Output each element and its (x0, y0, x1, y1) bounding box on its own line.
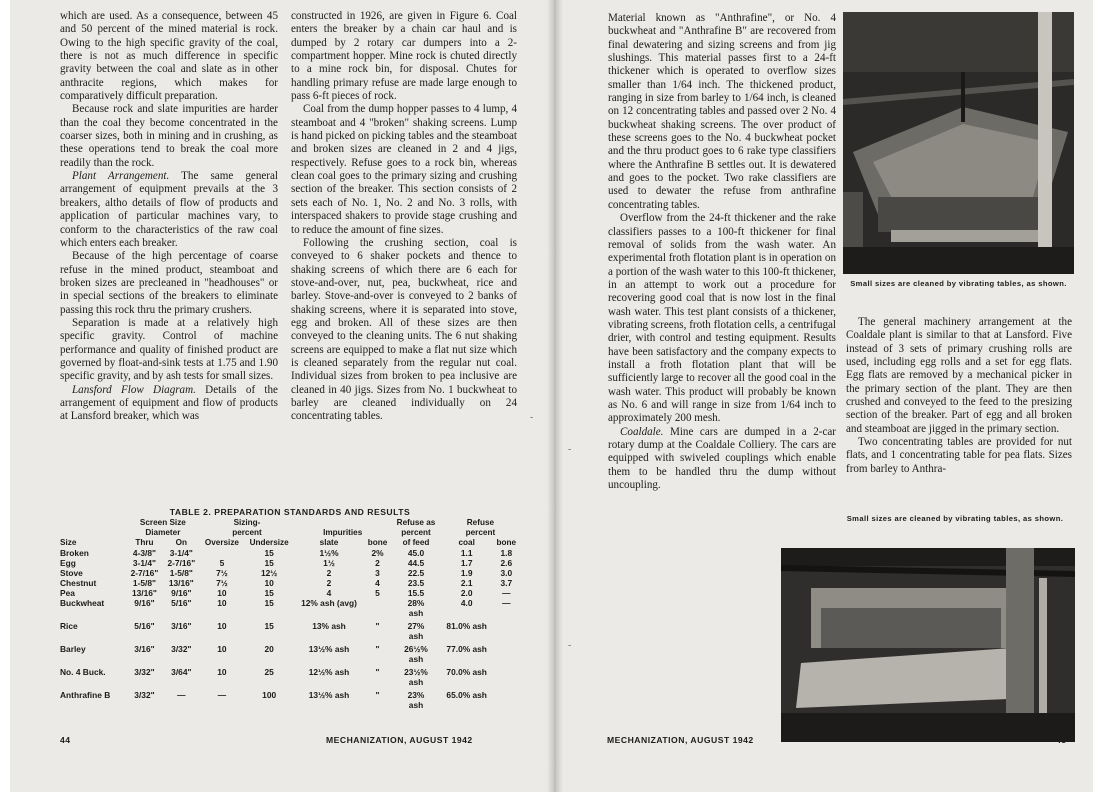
table-cell (126, 578, 163, 588)
table-cell-value: Egg (60, 558, 76, 568)
table-cell (244, 588, 294, 598)
table-cell (244, 578, 294, 588)
table-cell-value: 2-7/16" (167, 558, 196, 568)
table-cell (391, 644, 441, 667)
table-cell (244, 690, 294, 713)
table-cell (58, 578, 126, 588)
table-cell (364, 690, 391, 713)
table-cell (493, 598, 520, 621)
table-cell-subvalue: ash (408, 608, 424, 618)
table-cell (441, 588, 493, 598)
table-cell (493, 548, 520, 558)
table-cell (58, 667, 126, 690)
table-cell-value: Chestnut (60, 578, 97, 588)
table-cell (294, 644, 364, 667)
page-number: 45 (1056, 735, 1067, 745)
right-column-2 (846, 316, 1072, 476)
table-cell (364, 588, 391, 598)
table-cell-value: 15 (264, 588, 274, 598)
running-footer: MECHANIZATION, AUGUST 1942 (326, 735, 473, 745)
table-cell-value: 77.0% ash (446, 644, 487, 654)
table-cell-value: 5/16" (134, 621, 155, 631)
table-cell (163, 598, 200, 621)
table-cell-value: 3-1/4" (169, 548, 193, 558)
table-cell-subvalue: ash (408, 677, 424, 687)
table-cell (441, 578, 493, 588)
table-cell-value: 13/16" (131, 588, 157, 598)
table-cell (200, 548, 244, 558)
table-header-cell: Thru (135, 538, 154, 547)
table-cell-value: 65.0% ash (446, 690, 487, 700)
table-cell (244, 621, 294, 644)
table-cell-value: 15 (264, 621, 274, 631)
table-cell-value: Stove (60, 568, 83, 578)
table-header-cell: bone (367, 538, 388, 547)
paragraph (608, 426, 836, 493)
table-header-row (58, 518, 520, 528)
table-cell-value: — (217, 690, 227, 700)
table-cell (391, 578, 441, 588)
table-cell-value: 44.5 (407, 558, 425, 568)
table-cell-value: 15 (264, 558, 274, 568)
table-cell-value: 13½% ash (308, 644, 350, 654)
table-cell-value: 3/32" (134, 667, 155, 677)
table-cell (391, 621, 441, 644)
table-cell (200, 578, 244, 588)
table-cell (493, 558, 520, 568)
table-cell-value: 1-5/8" (132, 578, 156, 588)
table-cell-value: 4-3/8" (132, 548, 156, 558)
table-cell-value: " (375, 621, 380, 631)
table-title: TABLE 2. PREPARATION STANDARDS AND RESULTS (169, 507, 411, 517)
table-cell-value: 2.6 (500, 558, 513, 568)
table-header-row (58, 538, 520, 548)
table-cell (441, 644, 493, 667)
table-cell (58, 558, 126, 568)
table-cell (163, 578, 200, 588)
table-cell (126, 690, 163, 713)
table-header-cell: percent (465, 528, 496, 537)
table-cell (58, 598, 126, 621)
table-cell (200, 588, 244, 598)
table-cell (163, 568, 200, 578)
table-cell (58, 588, 126, 598)
table-cell (391, 548, 441, 558)
table-cell (244, 548, 294, 558)
table-cell-value: 3.0 (500, 568, 513, 578)
margin-mark: - (568, 444, 572, 455)
table-cell-value: 1.9 (460, 568, 473, 578)
table-cell-value: 27% (407, 621, 425, 631)
table-cell-value: 3.7 (500, 578, 513, 588)
margin-mark: - (530, 412, 534, 423)
table-cell (364, 558, 391, 568)
paragraph: Overflow from the 24-ft thickener and the rake classifiers passes to a 100-ft thickener for final removal of solids from the wash water. An experimental froth flotation plant is in operation on a portion of the wash water to this 100-ft thickener, in an attempt to work out a procedure for recovering good coal that is now lost in the final wash water. This test plant consists of a thickener, vibrating screens, froth flotation cells, a centrifugal drier, with control and testing equipment. Results have been satisfactory and the company expects to install a froth flotation plant that will be sufficiently large to recover all the good coal in the wash water. This product will probably be known as No. 6 and will range in size from 1/64 inch to approximately 200 mesh. (608, 212, 836, 425)
table-cell-value: 10 (217, 588, 227, 598)
table-cell (294, 578, 364, 588)
paragraph: Separation is made at a relatively high specific gravity. Control of machine performance and quality of finished product are governed by float-and-sink tests at 1.75 and 1.90 specific gravity, and by ash tests for small sizes. (60, 316, 278, 383)
table-cell (58, 568, 126, 578)
table-cell (294, 667, 364, 690)
table-row (58, 568, 520, 578)
table-cell (493, 568, 520, 578)
table-cell-value: 3/32" (134, 690, 155, 700)
page-number: 44 (60, 735, 71, 745)
table-cell-value: — (177, 690, 186, 700)
table-cell-value: " (375, 667, 380, 677)
table-cell-value: 15 (264, 598, 274, 608)
table-header-cell: percent (401, 528, 431, 537)
table-row (58, 667, 520, 690)
table-header-cell (294, 518, 391, 528)
table-header-cell: coal (458, 538, 475, 547)
table-cell (126, 621, 163, 644)
table-cell-value: 45.0 (407, 548, 425, 558)
paragraph-text: Details of the arrangement of equipment and flow of products at Lansford breaker, which was (60, 383, 278, 423)
table-cell-value: 5/16" (171, 598, 192, 608)
table-cell-value: 5 (219, 558, 225, 568)
table-row (58, 588, 520, 598)
left-column-1 (60, 10, 278, 424)
table-cell (200, 621, 244, 644)
table-cell (294, 621, 364, 644)
table-cell (364, 578, 391, 588)
table-header-cell: Size (60, 538, 77, 547)
table-cell (58, 621, 126, 644)
table-cell-value: 23% (407, 690, 425, 700)
table-row (58, 548, 520, 558)
table-cell (441, 548, 493, 558)
table-cell (364, 548, 391, 558)
table-cell (163, 667, 200, 690)
table-cell-value: 13/16" (168, 578, 194, 588)
table-cell (244, 667, 294, 690)
table-cell-value: 3/64" (171, 667, 192, 677)
table-cell (391, 667, 441, 690)
table-cell (200, 644, 244, 667)
table-cell (391, 588, 441, 598)
table-cell (294, 598, 364, 621)
table-cell (294, 548, 364, 558)
margin-mark: - (568, 640, 572, 651)
section-heading: Coaldale. (620, 425, 664, 438)
table-cell (364, 644, 391, 667)
table-cell-value: Broken (60, 548, 89, 558)
table-cell (364, 667, 391, 690)
table-row (58, 644, 520, 667)
table-header-cell: of feed (402, 538, 430, 547)
preparation-table (58, 518, 520, 713)
table-cell (163, 588, 200, 598)
table-cell-value: 100 (262, 690, 277, 700)
table-cell (58, 690, 126, 713)
table-cell (391, 568, 441, 578)
table-cell-value: 2 (326, 578, 332, 588)
table-cell (126, 644, 163, 667)
table-cell (163, 558, 200, 568)
table-cell-value: 1-5/8" (169, 568, 193, 578)
table-cell-value: 28% (407, 598, 425, 608)
table-header-cell (58, 528, 126, 538)
section-heading: Plant Arrangement. (72, 170, 170, 183)
paragraph: Because of the high percentage of coarse refuse in the mined product, steamboat and broken sizes are precleaned in "headhouses" or in special sections of the breakers to eliminate passing this rock thru the primary crushers. (60, 250, 278, 316)
table-cell (493, 578, 520, 588)
table-cell-value: Rice (60, 621, 78, 631)
table-cell-value: 13½% ash (308, 690, 350, 700)
photo-caption: Small sizes are cleaned by vibrating tables, as shown. (850, 279, 1067, 288)
table-cell (441, 558, 493, 568)
table-header-row (58, 528, 520, 538)
table-cell-value: 10 (217, 667, 227, 677)
table-cell-value: 7½ (216, 568, 228, 578)
table-cell (493, 667, 520, 690)
table-header-cell: slate (319, 538, 339, 547)
paragraph-text: The same general arrangement of equipment prevails at the 3 breakers, altho details of flow of products and application of particular machines vary, to conform to the characteristics of the raw coal which enters each breaker. (60, 170, 279, 249)
table-cell-value: 1½% (319, 548, 339, 558)
table-cell-value: 2 (375, 558, 380, 568)
table-cell-value: — (502, 598, 511, 608)
table-cell-value: 7½ (216, 578, 228, 588)
table-cell-value: 25 (264, 667, 274, 677)
table-header-cell: Refuse (466, 518, 495, 527)
table-cell (163, 548, 200, 558)
table-cell-value: 3-1/4" (132, 558, 156, 568)
table-cell-value: 81.0% ash (446, 621, 487, 631)
table-cell (441, 568, 493, 578)
table-header-cell: Oversize (204, 538, 239, 547)
table-cell-value: 23.5 (407, 578, 425, 588)
table-row (58, 690, 520, 713)
table-cell-value: " (375, 644, 380, 654)
paragraph: Following the crushing section, coal is conveyed to 6 shaker pockets and thence to shaking screens of which there are 6 each for stove-and-over, nut, pea, buckwheat, rice and barley. Stove-and-over is conveyed to 2 banks of shaking screens, where it is separated into stove, egg and broken. All of these sizes are then conveyed to the cleaning units. The 6 nut shaking screens are equipped to make a flat nut size which is cleaned separately from the regular nut coal. Individual sizes from broken to pea inclusive are cleaned in 40 jigs. Sizes from No. 1 buckwheat to barley are cleaned individually on 24 concentrating tables. (291, 236, 517, 423)
table-cell-value: 2-7/16" (130, 568, 159, 578)
table-cell-value: 2% (371, 548, 384, 558)
table-cell (126, 598, 163, 621)
table-cell-value: 5 (375, 588, 380, 598)
table-cell-value: 15 (264, 548, 274, 558)
table-cell-value: 2 (326, 568, 332, 578)
table-cell-value: 3/16" (171, 621, 192, 631)
paragraph: Coal from the dump hopper passes to 4 lump, 4 steamboat and 4 "broken" shaking screens. Lump is hand picked on picking tables and the steamboat and broken sizes are cleaned in 2 and 4 jigs, respectively. Refuse goes to a rock bin, whereas clean coal goes to the primary sizing and crushing section of the breaker. This section consists of 2 sets each of No. 1, No. 2 and No. 3 rolls, with interspaced shakers to provide stage crushing and to reduce the amount of fine sizes. (291, 103, 517, 236)
table-cell-value: 10 (264, 578, 274, 588)
table-cell (364, 621, 391, 644)
table-header-cell: On (175, 538, 187, 547)
right-column-1 (608, 12, 836, 492)
table-header-cell: Impurities (323, 528, 363, 537)
table-cell-value: 23½% (404, 667, 428, 677)
table-cell-value: 10 (217, 598, 227, 608)
table-cell (364, 568, 391, 578)
table-cell-value: 20 (264, 644, 274, 654)
table-cell-value: No. 4 Buck. (60, 667, 106, 677)
table-cell (294, 558, 364, 568)
table-cell-subvalue: ash (408, 700, 424, 710)
table-cell (163, 690, 200, 713)
table-cell-value: 10 (217, 644, 227, 654)
table-cell-value: Buckwheat (60, 598, 105, 608)
table-cell (493, 644, 520, 667)
table-cell (364, 598, 391, 621)
table-cell-value: 12½ (260, 568, 278, 578)
table-cell (244, 568, 294, 578)
table-cell (441, 621, 493, 644)
paragraph: Two concentrating tables are provided for nut flats, and 1 concentrating table for pea flats. Sizes from barley to Anthra- (846, 436, 1072, 475)
table-cell (391, 690, 441, 713)
table-cell-value: 4 (375, 578, 380, 588)
table-cell (391, 558, 441, 568)
table-cell-value: 12% ash (avg) (301, 598, 357, 608)
table-cell (244, 598, 294, 621)
table-cell (244, 558, 294, 568)
table-cell-value: 70.0% ash (446, 667, 487, 677)
table-cell-value: " (375, 690, 380, 700)
table-cell (493, 621, 520, 644)
table-cell (441, 598, 493, 621)
table-cell (126, 558, 163, 568)
table-cell-value: 13% ash (312, 621, 346, 631)
paragraph: Because rock and slate impurities are harder than the coal they become concentrated in the coarser sizes, both in mining and in crushing, as these operations tend to break the coal more readily than the rock. (60, 103, 278, 169)
table-cell-value: 3/32" (171, 644, 192, 654)
table-header-cell (58, 518, 126, 528)
table-cell (294, 690, 364, 713)
paragraph-text: Mine cars are dumped in a 2-car rotary dump at the Coaldale Colliery. The cars are equipped with swiveled couplings which enable them to be handled thru the dump without uncoupling. (608, 425, 836, 492)
table-cell (126, 588, 163, 598)
table-cell-value: 2.0 (460, 588, 473, 598)
table-row (58, 621, 520, 644)
paragraph: constructed in 1926, are given in Figure 6. Coal enters the breaker by a chain car haul and is dumped by 2 rotary car dumpers into a 2-compartment hopper. Mine rock is chuted directly to a mine rock bin, for disposal. Chutes for handling primary refuse are made large enough to pass 6-ft pieces of rock. (291, 10, 517, 103)
table-cell (391, 598, 441, 621)
table-cell-value: 2.1 (460, 578, 473, 588)
table-cell-value: 3/16" (134, 644, 155, 654)
table-row (58, 578, 520, 588)
page-gutter (547, 0, 563, 792)
table-cell-value: 12½% ash (308, 667, 350, 677)
section-heading: Lansford Flow Diagram. (72, 383, 196, 396)
paragraph (60, 384, 278, 424)
table-cell-value: 9/16" (134, 598, 155, 608)
running-footer: MECHANIZATION, AUGUST 1942 (607, 735, 754, 745)
table-cell (493, 690, 520, 713)
table-cell-subvalue: ash (408, 631, 424, 641)
table-cell (58, 644, 126, 667)
table-cell (126, 548, 163, 558)
table-header-cell: percent (232, 528, 262, 537)
vibrating-table-photo (843, 12, 1074, 274)
table-cell-value: Anthrafine B (60, 690, 111, 700)
table-cell (200, 568, 244, 578)
paragraph: which are used. As a consequence, between 45 and 50 percent of the mined material is rock. Owing to the high specific gravity of the coal, there is not as much difference in specific gravity between the coal and slate as in other anthracite regions, which makes for comparatively difficult preparation. (60, 10, 278, 103)
table-cell-value: Barley (60, 644, 86, 654)
table-cell-value: 4.0 (460, 598, 473, 608)
table-cell-value: 1.8 (500, 548, 513, 558)
table-cell (163, 621, 200, 644)
table-cell-subvalue: ash (408, 654, 424, 664)
table-cell-value: 9/16" (171, 588, 192, 598)
table-cell (126, 568, 163, 578)
table-cell (493, 588, 520, 598)
table-header-cell: Refuse as (396, 518, 436, 527)
table-cell-value: 1.1 (460, 548, 473, 558)
table-cell (294, 588, 364, 598)
table-body (58, 548, 520, 713)
table-cell-value: 22.5 (407, 568, 425, 578)
left-column-2 (291, 10, 517, 424)
table-cell-value: Pea (60, 588, 75, 598)
paragraph (60, 170, 278, 250)
paragraph: The general machinery arrangement at the Coaldale plant is similar to that at Lansford. Five instead of 3 sets of primary crushing rolls are used, including egg rolls and a set for egg flats. Egg flats are removed by a mechanical picker in the primary section of the plant. They are then crushed and conveyed to the feed to the presizing section of the breaker. Part of egg and all broken and steamboat are jigged in the primary section. (846, 316, 1072, 435)
table-header-cell: Diameter (145, 528, 181, 537)
table-cell (441, 667, 493, 690)
table-cell (200, 690, 244, 713)
table-cell (163, 644, 200, 667)
table-header-cell: bone (496, 538, 517, 547)
table-cell-value: — (502, 588, 511, 598)
table-cell (200, 667, 244, 690)
table-cell (200, 558, 244, 568)
table-cell-value: 15.5 (407, 588, 425, 598)
table-cell (126, 667, 163, 690)
table-cell (294, 568, 364, 578)
table-header-cell: Sizing- (233, 518, 261, 527)
photo-caption: Small sizes are cleaned by vibrating tables, as shown. (846, 514, 1064, 523)
table-cell-value: 1.7 (460, 558, 473, 568)
table-cell (200, 598, 244, 621)
table-cell (441, 690, 493, 713)
table-row (58, 558, 520, 568)
paragraph: Material known as "Anthrafine", or No. 4 buckwheat and "Anthrafine B" are recovered from final dewatering and sizing screens and from jig slushings. This material passes first to a 24-ft thickener which is operated to overflow sizes smaller than 1/64 inch. The thickened product, ranging in size from barley to 1/64 inch, is cleaned on 12 concentrating tables and passed over 2 No. 4 buckwheat shaking screens. The over product of these screens goes to the No. 4 buckwheat pocket and the thru product goes to 6 rake type classifiers where the Anthrafine B settles out. It is dewatered and goes to the pocket. Two rake classifiers are used to dewater the refuse from anthrafine concentrating tables. (608, 12, 836, 211)
table-header-cell: Screen Size (139, 518, 186, 527)
table-cell-value: 4 (326, 588, 332, 598)
table-cell-value: 3 (375, 568, 380, 578)
plant-interior-photo (781, 548, 1075, 742)
table-cell (244, 644, 294, 667)
table-cell (58, 548, 126, 558)
table-row (58, 598, 520, 621)
table-header-cell: Undersize (249, 538, 289, 547)
table-cell-value: 1½ (323, 558, 335, 568)
table-cell-value: 10 (217, 621, 227, 631)
table-cell-value: 26½% (404, 644, 428, 654)
